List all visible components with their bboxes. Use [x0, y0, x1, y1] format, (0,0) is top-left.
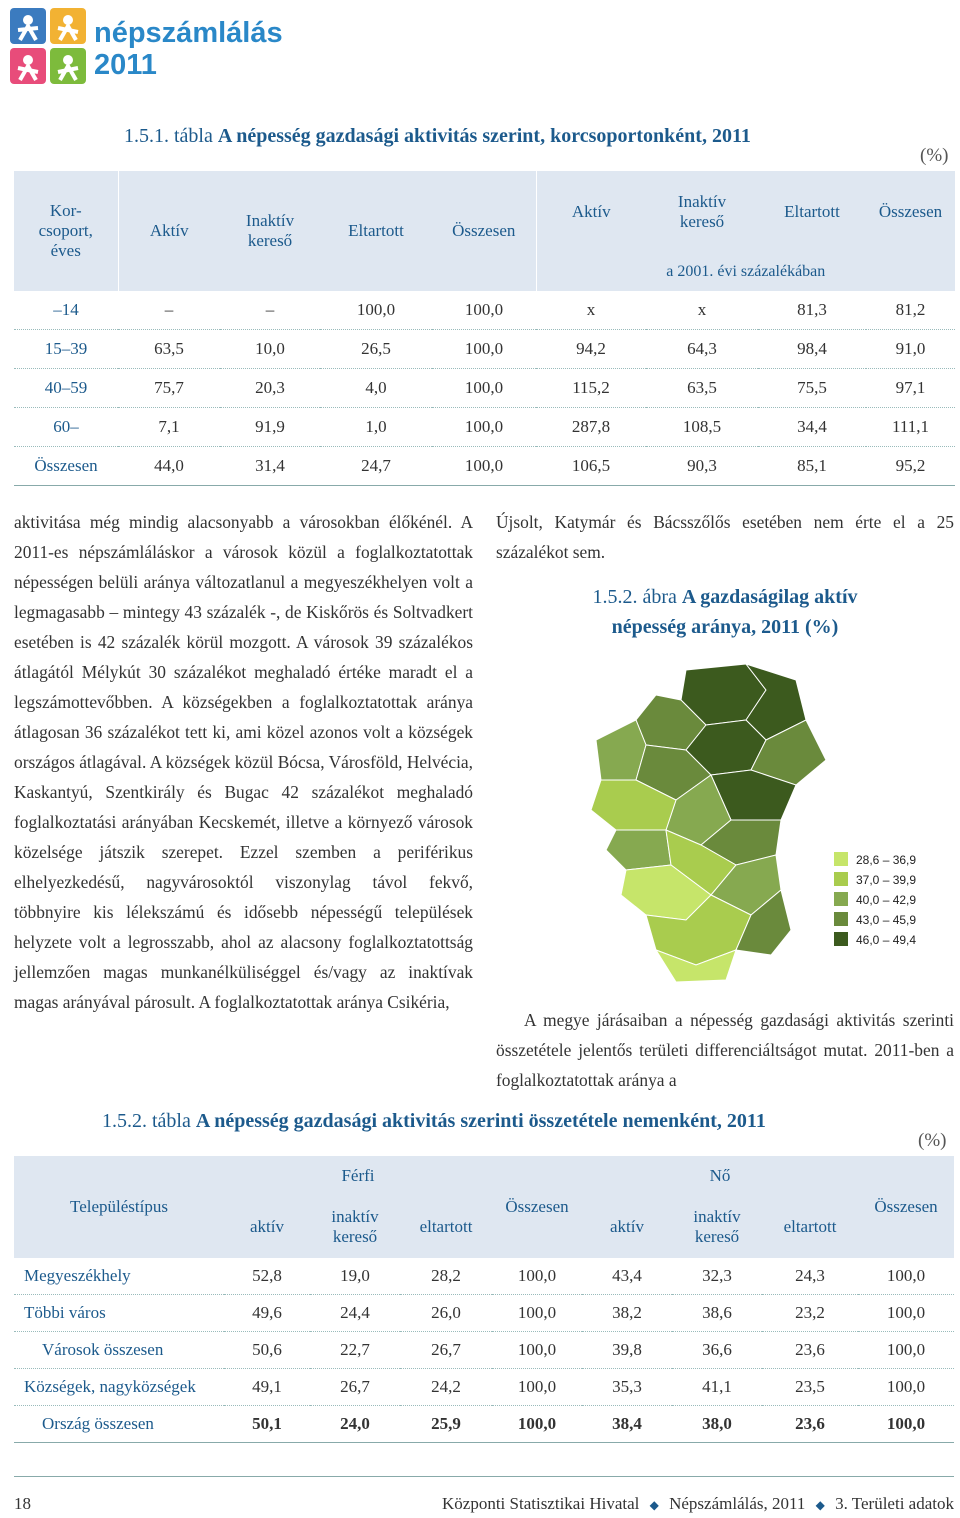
t1-cell: 100,0: [432, 369, 536, 408]
t1-row-label: 60–: [14, 408, 118, 447]
t2-row-label: Többi város: [14, 1295, 224, 1332]
t1-header-inaktiv-l2: kereső: [247, 231, 293, 250]
right-text-bottom: [496, 1005, 954, 1095]
t1-cell: 63,5: [118, 330, 220, 369]
footer-rule: [14, 1476, 954, 1477]
t2-cell: 25,9: [400, 1406, 492, 1443]
t1-cell: 75,5: [758, 369, 866, 408]
t2-cell: 35,3: [582, 1369, 672, 1406]
t1-header-age: [14, 171, 118, 291]
t1-cell: 106,5: [536, 447, 646, 486]
t2-header-ferfi: Férfi: [224, 1156, 492, 1196]
t1-cell: 111,1: [866, 408, 955, 447]
t1-cell: –: [220, 291, 320, 330]
t2-cell: 39,8: [582, 1332, 672, 1369]
t1-cell: 7,1: [118, 408, 220, 447]
t1-cell: 26,5: [320, 330, 432, 369]
table1-caption: [124, 125, 751, 148]
t2-cell: 49,1: [224, 1369, 310, 1406]
page-number: 18: [14, 1494, 31, 1513]
t1-cell: 85,1: [758, 447, 866, 486]
t1-cell: 95,2: [866, 447, 955, 486]
t2-header-inaktiv2-l2: kereső: [694, 1227, 740, 1246]
table2-unit: (%): [918, 1130, 947, 1151]
logo-year: 2011: [94, 49, 157, 81]
table1-caption-prefix: 1.5.1. tábla: [124, 125, 213, 147]
t2-header-inaktiv2: [672, 1196, 762, 1258]
legend-label-2: 37,0 – 39,9: [856, 873, 917, 887]
t1-header-aktiv: Aktív: [118, 171, 220, 291]
t1-cell: 287,8: [536, 408, 646, 447]
t1-cell: 100,0: [432, 447, 536, 486]
figure-caption-line2: [496, 612, 954, 642]
figure-caption-prefix: 1.5.2. ábra: [592, 586, 677, 608]
t2-cell: 100,0: [858, 1258, 954, 1295]
logo: [8, 6, 298, 90]
t2-cell: 28,2: [400, 1258, 492, 1295]
t2-cell: 100,0: [492, 1369, 582, 1406]
t2-header-inaktiv-l2: kereső: [332, 1227, 378, 1246]
t1-header-inaktiv2-l2: kereső: [679, 212, 725, 231]
diamond-icon: ◆: [649, 1498, 659, 1512]
t2-cell: 43,4: [582, 1258, 672, 1295]
t2-header-osszesen2: Összesen: [858, 1156, 954, 1258]
table1-unit: (%): [920, 145, 949, 166]
footer: [14, 1494, 954, 1514]
t2-row-label: Városok összesen: [14, 1332, 224, 1369]
t1-row-label: 15–39: [14, 330, 118, 369]
t2-header-inaktiv2-l1: inaktív: [693, 1207, 741, 1226]
t2-header-aktiv2: aktív: [582, 1196, 672, 1258]
census-logo-icon: [8, 6, 90, 88]
t1-cell: 10,0: [220, 330, 320, 369]
footer-right: [442, 1494, 954, 1514]
t2-cell: 24,2: [400, 1369, 492, 1406]
t1-header-aktiv2: Aktív: [536, 171, 646, 253]
t2-cell: 100,0: [492, 1406, 582, 1443]
t1-header-age-l1: Kor-: [49, 201, 82, 220]
table2-caption: [102, 1110, 766, 1133]
t2-cell: 38,4: [582, 1406, 672, 1443]
figure-caption: [496, 582, 954, 642]
t2-cell: 100,0: [858, 1332, 954, 1369]
t2-cell: 100,0: [492, 1332, 582, 1369]
t1-cell: 91,0: [866, 330, 955, 369]
table1: [14, 171, 955, 486]
legend-label-4: 43,0 – 45,9: [856, 913, 917, 927]
t1-cell: 75,7: [118, 369, 220, 408]
t2-cell: 24,4: [310, 1295, 400, 1332]
t1-cell: 100,0: [432, 408, 536, 447]
t2-cell: 19,0: [310, 1258, 400, 1295]
t1-cell: 100,0: [432, 330, 536, 369]
t1-header-age-l2: csoport,: [38, 221, 93, 240]
t1-cell: 1,0: [320, 408, 432, 447]
t1-cell: 81,3: [758, 291, 866, 330]
t1-cell: 64,3: [646, 330, 758, 369]
t2-cell: 52,8: [224, 1258, 310, 1295]
table2: [14, 1156, 954, 1443]
left-text-column: [14, 507, 473, 1017]
t1-header-age-l3: éves: [50, 241, 81, 260]
t1-header-osszesen: Összesen: [432, 171, 536, 291]
legend-label-1: 28,6 – 36,9: [856, 853, 917, 867]
t2-cell: 50,1: [224, 1406, 310, 1443]
t1-cell: 81,2: [866, 291, 955, 330]
t2-header-inaktiv: [310, 1196, 400, 1258]
right-text-top: [496, 507, 954, 567]
t1-row-label: 40–59: [14, 369, 118, 408]
t1-cell: 100,0: [320, 291, 432, 330]
right-paragraph-top: Újsolt, Katymár és Bácsszőlős esetében nem érte el a 25 százalékot sem.: [496, 512, 954, 562]
t1-cell: 94,2: [536, 330, 646, 369]
t1-cell: 115,2: [536, 369, 646, 408]
t1-cell: 98,4: [758, 330, 866, 369]
t2-header-inaktiv-l1: inaktív: [331, 1207, 379, 1226]
t1-cell: 91,9: [220, 408, 320, 447]
figure-caption-title2: népesség aránya, 2011 (%): [611, 616, 839, 638]
t1-cell: 63,5: [646, 369, 758, 408]
t2-cell: 100,0: [492, 1258, 582, 1295]
table1-caption-title: A népesség gazdasági aktivitás szerint, korcsoportonként, 2011: [217, 125, 751, 147]
t2-header-aktiv: aktív: [224, 1196, 310, 1258]
legend-label-3: 40,0 – 42,9: [856, 893, 917, 907]
t2-cell: 100,0: [858, 1369, 954, 1406]
t2-cell: 50,6: [224, 1332, 310, 1369]
t2-row-label: Ország összesen: [14, 1406, 224, 1443]
t1-cell: 34,4: [758, 408, 866, 447]
t2-header-no: Nő: [582, 1156, 858, 1196]
t2-cell: 26,7: [310, 1369, 400, 1406]
t2-header-eltartott2: eltartott: [762, 1196, 858, 1258]
footer-series: Népszámlálás, 2011: [669, 1494, 806, 1513]
left-paragraph: aktivitása még mindig alacsonyabb a városokban élőkénél. A 2011-es népszámláláskor a városok közül a foglalkoztatottak népességen belüli aránya változatlanul a megyeszékhelyen volt a legmagasabb – mintegy 43 százalék -, de Kiskőrös és Soltvadkert esetében is 42 százalék körül mozgott. A városok 39 százalékos átlagától Mélykút 30 százalékot meghaladó értéke maradt el a legszámottevőbben. A községekben a foglalkoztatottak aránya átlagosan 36 százalékot tett ki, ami közel azonos volt a községek országos átlagával. A községek közül Bócsa, Városföld, Helvécia, Kaskantyú, Szentkirály és Bugac 42 százalékot meghaladó foglalkoztatási arányában Kecskemét, illetve a környező városok közelsége játszik szerepet. Ezzel szemben a periférikus elhelyezkedésű, nagyvárosoktól viszonylag távol fekvő, többnyire kis lélekszámú és idősebb népességű települések helyzete volt a legrosszabb, ahol az alacsony foglalkoztatottság jellemzően magas munkanélküliséggel és/vagy az inaktívak magas arányával párosult. A foglalkoztatottak aránya Csikéria,: [14, 512, 473, 1012]
footer-volume: 3. Területi adatok: [835, 1494, 954, 1513]
legend-swatch-1: [834, 852, 848, 866]
t1-row-label: Összesen: [14, 447, 118, 486]
legend-label-5: 46,0 – 49,4: [856, 933, 917, 947]
t2-cell: 32,3: [672, 1258, 762, 1295]
t2-cell: 26,7: [400, 1332, 492, 1369]
t2-cell: 22,7: [310, 1332, 400, 1369]
t1-cell: 31,4: [220, 447, 320, 486]
t2-header-eltartott: eltartott: [400, 1196, 492, 1258]
t1-header-inaktiv: [220, 171, 320, 291]
t2-cell: 36,6: [672, 1332, 762, 1369]
table2-caption-prefix: 1.5.2. tábla: [102, 1110, 191, 1132]
t1-cell: 100,0: [432, 291, 536, 330]
legend-swatch-2: [834, 872, 848, 886]
t1-cell: x: [646, 291, 758, 330]
t1-cell: 20,3: [220, 369, 320, 408]
t2-cell: 38,2: [582, 1295, 672, 1332]
t2-cell: 23,6: [762, 1406, 858, 1443]
t1-cell: 24,7: [320, 447, 432, 486]
t1-header-eltartott: Eltartott: [320, 171, 432, 291]
t1-header-osszesen2: Összesen: [866, 171, 955, 253]
t1-cell: 44,0: [118, 447, 220, 486]
logo-title: népszámlálás: [94, 17, 283, 49]
table2-caption-title: A népesség gazdasági aktivitás szerinti összetétele nemenként, 2011: [195, 1110, 766, 1132]
t1-header-eltartott2: Eltartott: [758, 171, 866, 253]
t2-row-label: Községek, nagyközségek: [14, 1369, 224, 1406]
figure-caption-title1: A gazdaságilag aktív: [681, 586, 858, 608]
legend-swatch-3: [834, 892, 848, 906]
t2-cell: 23,5: [762, 1369, 858, 1406]
legend-swatch-5: [834, 932, 848, 946]
t2-cell: 100,0: [858, 1295, 954, 1332]
t1-cell: 108,5: [646, 408, 758, 447]
t2-cell: 38,6: [672, 1295, 762, 1332]
t2-cell: 26,0: [400, 1295, 492, 1332]
t2-cell: 41,1: [672, 1369, 762, 1406]
t1-row-label: –14: [14, 291, 118, 330]
t2-header-type: Településtípus: [14, 1156, 224, 1258]
t1-cell: 97,1: [866, 369, 955, 408]
t2-cell: 24,0: [310, 1406, 400, 1443]
footer-publisher: Központi Statisztikai Hivatal: [442, 1494, 640, 1513]
t2-cell: 23,2: [762, 1295, 858, 1332]
t2-cell: 38,0: [672, 1406, 762, 1443]
t1-cell: 4,0: [320, 369, 432, 408]
t1-header-inaktiv-l1: Inaktív: [245, 211, 295, 230]
t1-cell: x: [536, 291, 646, 330]
t1-cell: 90,3: [646, 447, 758, 486]
t2-row-label: Megyeszékhely: [14, 1258, 224, 1295]
figure-caption-line1: [496, 582, 954, 612]
right-paragraph-bottom: A megye járásaiban a népesség gazdasági aktivitás szerinti összetétele jelentős területi differenciáltságot mutat. 2011-ben a foglalkoztatottak aránya a: [496, 1010, 954, 1090]
t2-cell: 100,0: [858, 1406, 954, 1443]
t2-header-osszesen: Összesen: [492, 1156, 582, 1258]
t1-header-inaktiv2: [646, 171, 758, 253]
t1-cell: –: [118, 291, 220, 330]
t2-cell: 24,3: [762, 1258, 858, 1295]
t2-cell: 49,6: [224, 1295, 310, 1332]
t1-header-inaktiv2-l1: Inaktív: [677, 192, 727, 211]
t2-cell: 23,6: [762, 1332, 858, 1369]
diamond-icon: ◆: [815, 1498, 825, 1512]
choropleth-map: [496, 650, 956, 990]
t1-subheader: a 2001. évi százalékában: [536, 253, 955, 291]
legend-swatch-4: [834, 912, 848, 926]
t2-cell: 100,0: [492, 1295, 582, 1332]
